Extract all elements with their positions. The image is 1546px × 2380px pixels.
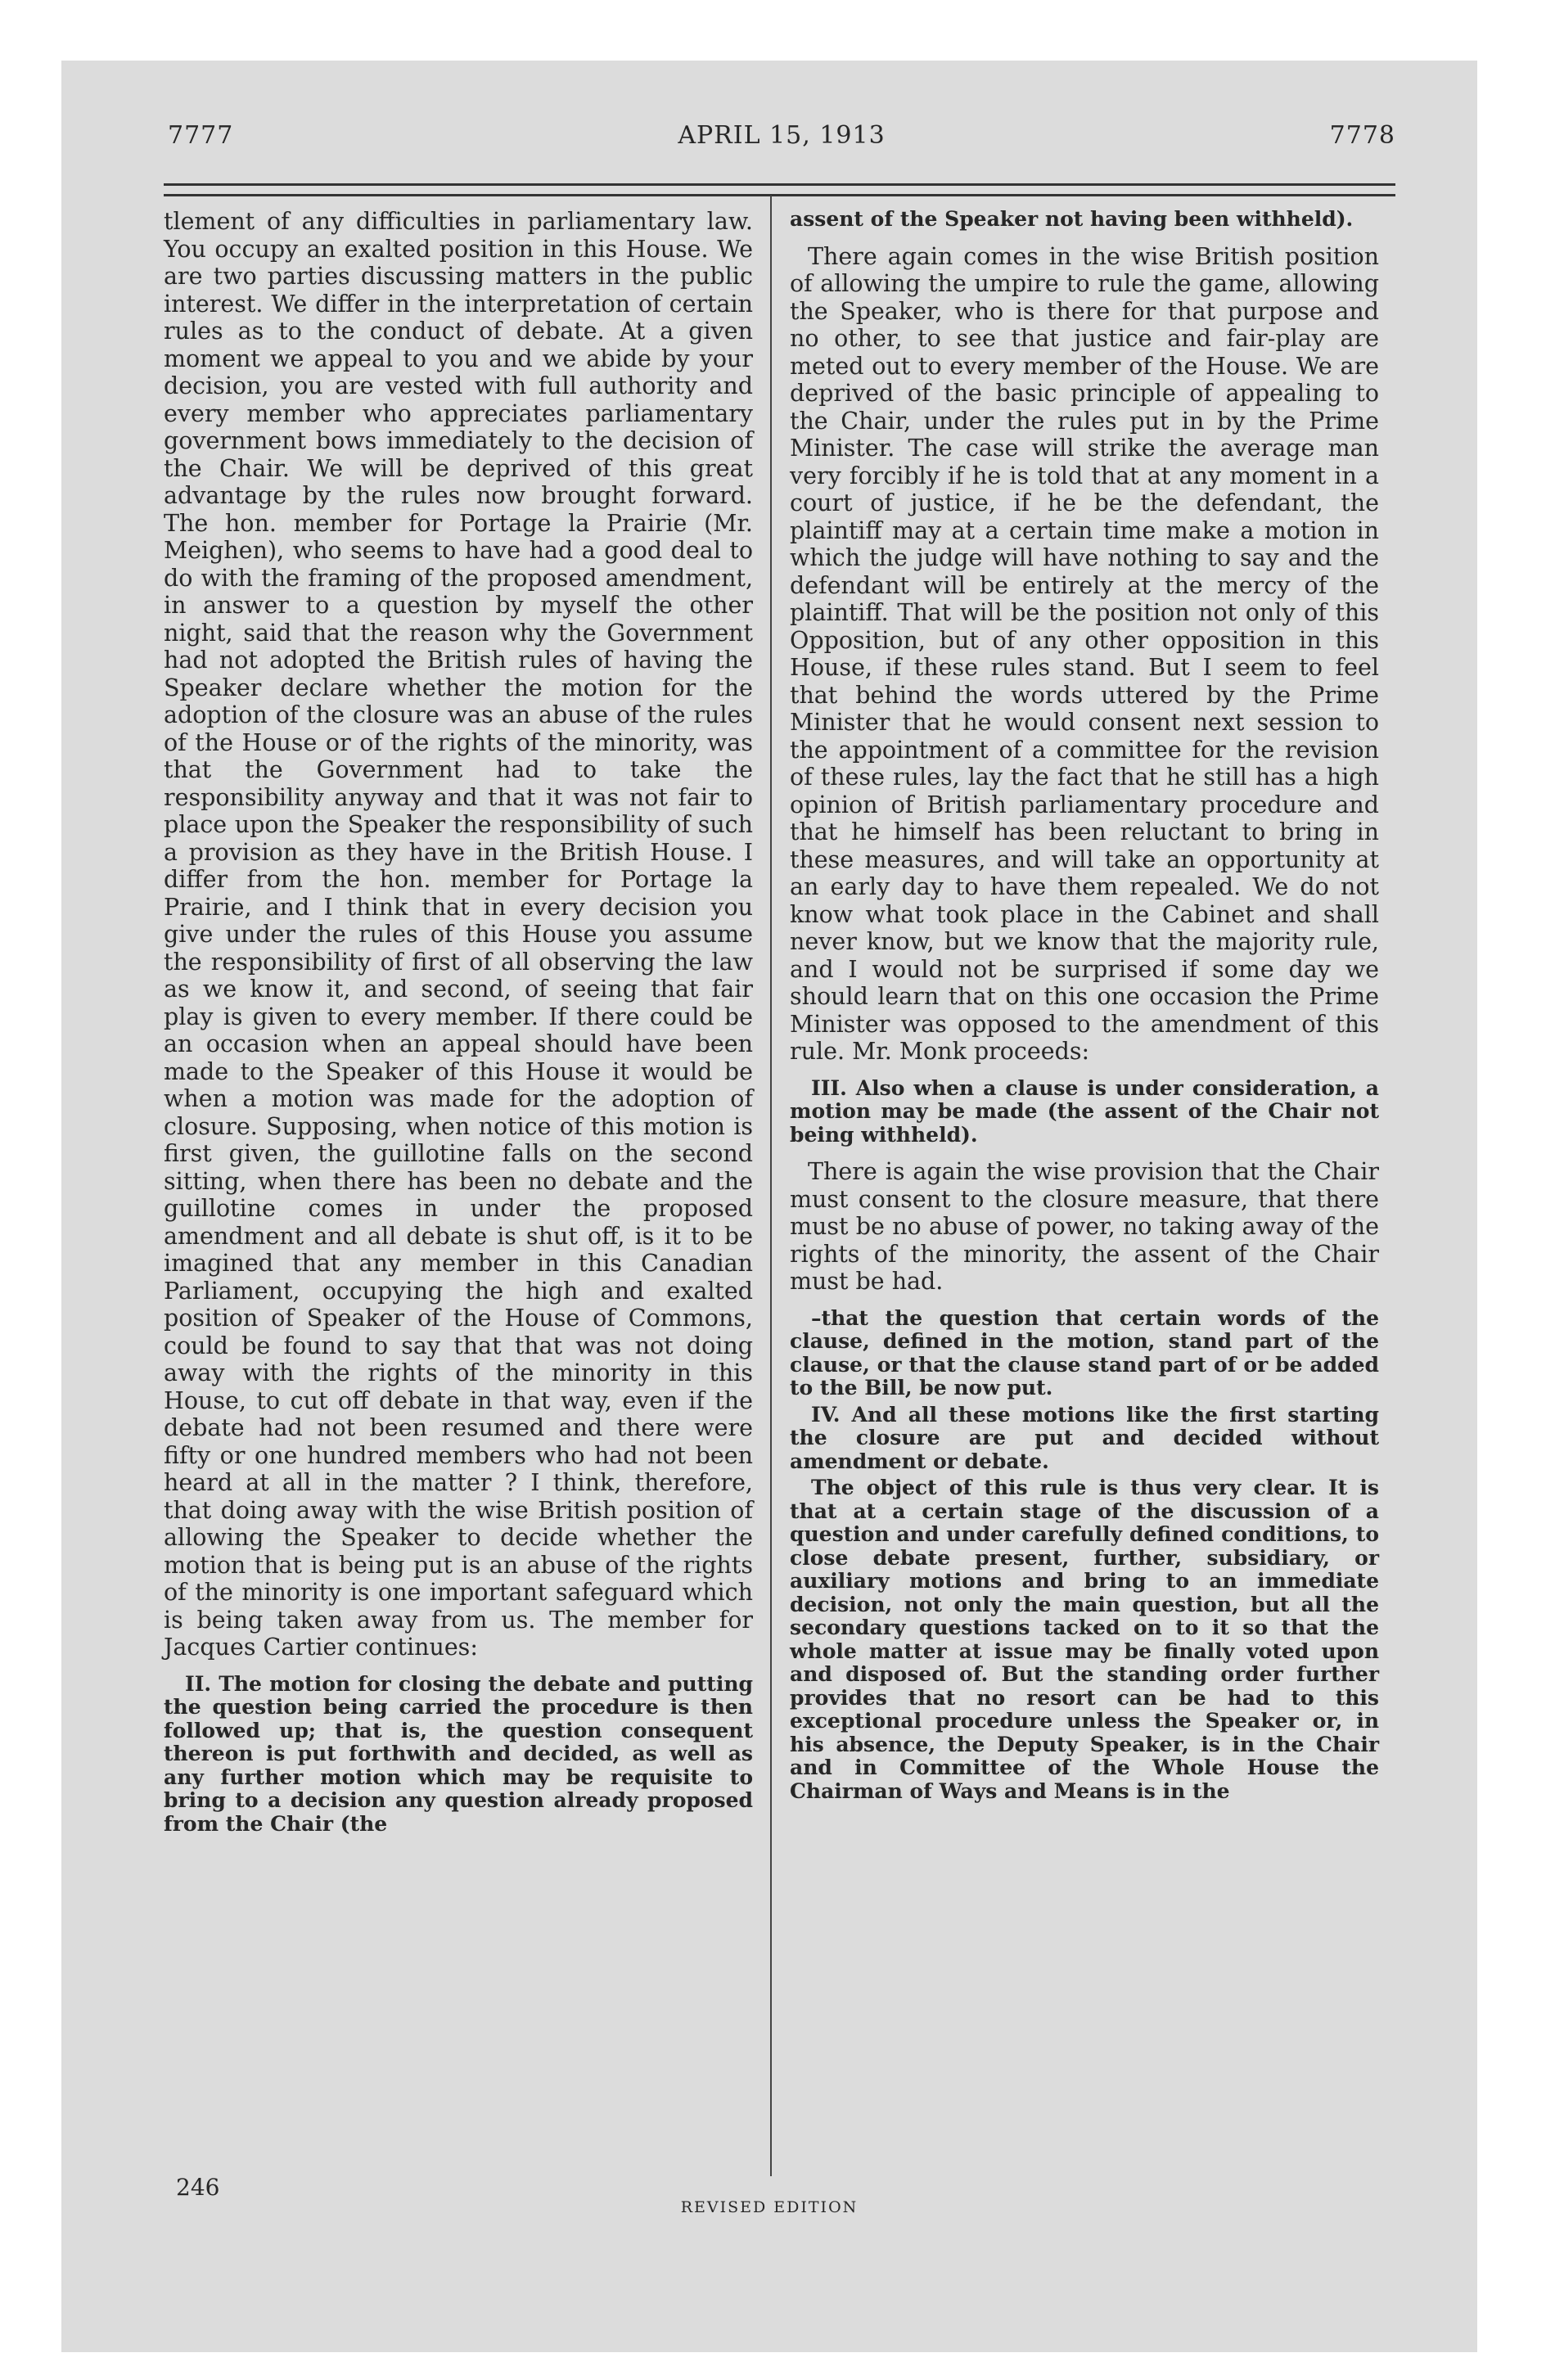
footer-edition: REVISED EDITION — [680, 2198, 859, 2216]
right-column — [790, 208, 1379, 1814]
page-number-right: 7778 — [1329, 121, 1395, 150]
paragraph: There again comes in the wise British position of allowing the umpire to rule the game, allowing the Speaker, who is there for that purpose and no other, to see that justice and fair-play are meted out to every member of the House. We are deprived of the basic principle of appealing to the Chair, under the rules put in by the Prime Minister. The case will strike the average man very forcibly if he is told that at any moment in a court of justice, if he be the defendant, the plaintiff may at a certain time make a motion in which the judge will have nothing to say and the defendant will be entirely at the mercy of the plaintiff. That will be the position not only of this Opposition, but of any other opposition in this House, if these rules stand. But I seem to feel that behind the words uttered by the Prime Minister that he would consent next session to the appointment of a committee for the revision of these rules, lay the fact that he still has a high opinion of British parliamentary procedure and that he himself has been reluctant to bring in these measures, and will take an opportunity at an early day to have them repealed. We do not know what took place in the Cabinet and shall never know, but we know that the majority rule, and I would not be surprised if some day we should learn that on this one occasion the Prime Minister was opposed to the amendment of this rule. Mr. Monk proceeds: — [790, 242, 1379, 1065]
left-column — [164, 208, 753, 1847]
quoted-rule: III. Also when a clause is under consideration, a motion may be made (the assent of the Chair not being withheld). — [790, 1075, 1379, 1147]
quoted-rule: The object of this rule is thus very clear. It is that at a certain stage of the discussion of a question and under carefully defined conditions, to close debate present, further, subsidiary, or auxiliary motions and bring to an immediate decision, not only the main question, but all the secondary questions tacked on to it so that the whole matter at issue may be finally voted upon and disposed of. But the standing order further provides that no resort can be had to this exceptional procedure unless the Speaker or, in his absence, the Deputy Speaker, is in the Chair and in Committee of the Whole House the Chairman of Ways and Means is in the — [790, 1476, 1379, 1803]
page-number-left: 7777 — [168, 121, 234, 150]
quoted-rule: II. The motion for closing the debate and putting the question being carried the procedure is then followed up; that is, the question consequent thereon is put forthwith and decided, as well as any further motion which may be requisite to bring to a decision any question already proposed from the Chair (the — [164, 1671, 753, 1836]
header-date: APRIL 15, 1913 — [678, 121, 886, 150]
quoted-rule: IV. And all these motions like the first starting the closure are put and decided without amendment or debate. — [790, 1402, 1379, 1473]
column-divider — [770, 196, 772, 2176]
quoted-rule: –that the question that certain words of the clause, defined in the motion, stand part of the clause, or that the clause stand part of or be added to the Bill, be now put. — [790, 1305, 1379, 1400]
scanned-page — [61, 61, 1477, 2352]
page-header — [168, 121, 1395, 154]
quoted-rule-continued: assent of the Speaker not having been withheld). — [790, 207, 1354, 231]
paragraph: There is again the wise provision that the Chair must consent to the closure measure, that there must be no abuse of power, no taking away of the rights of the minority, the assent of the Chair must be had. — [790, 1158, 1379, 1295]
paragraph: tlement of any difficulties in parliamentary law. You occupy an exalted position in this House. We are two parties discussing matters in the public interest. We differ in the interpretation of certain rules as to the conduct of debate. At a given moment we appeal to you and we abide by your decision, you are vested with full authority and every member who appreciates parliamentary government bows immediately to the decision of the Chair. We will be deprived of this great advantage by the rules now brought forward. The hon. member for Portage la Prairie (Mr. Meighen), who seems to have had a good deal to do with the framing of the proposed amendment, in answer to a question by myself the other night, said that the reason why the Government had not adopted the British rules of having the Speaker declare whether the motion for the adoption of the closure was an abuse of the rules of the House or of the rights of the minority, was that the Government had to take the responsibility anyway and that it was not fair to place upon the Speaker the responsibility of such a provision as they have in the British House. I differ from the hon. member for Portage la Prairie, and I think that in every decision you give under the rules of this House you assume the responsibility of first of all observing the law as we know it, and second, of seeing that fair play is given to every member. If there could be an occasion when an appeal should have been made to the Speaker of this House it would be when a motion was made for the adoption of closure. Supposing, when notice of this motion is first given, the guillotine falls on the second sitting, when there has been no debate and the guillotine comes in under the proposed amendment and all debate is shut off, is it to be imagined that any member in this Canadian Parliament, occupying the high and exalted position of Speaker of the House of Commons, could be found to say that that was not doing away with the rights of the minority in this House, to cut off debate in that way, even if the debate had not been resumed and there were fifty or one hundred members who had not been heard at all in the matter ? I think, therefore, that doing away with the wise British position of allowing the Speaker to decide whether the motion that is being put is an abuse of the rights of the minority is one important safeguard which is being taken away from us. The member for Jacques Cartier continues: — [164, 208, 753, 1661]
header-rule — [164, 183, 1395, 196]
page-number-bottom: 246 — [176, 2174, 220, 2201]
